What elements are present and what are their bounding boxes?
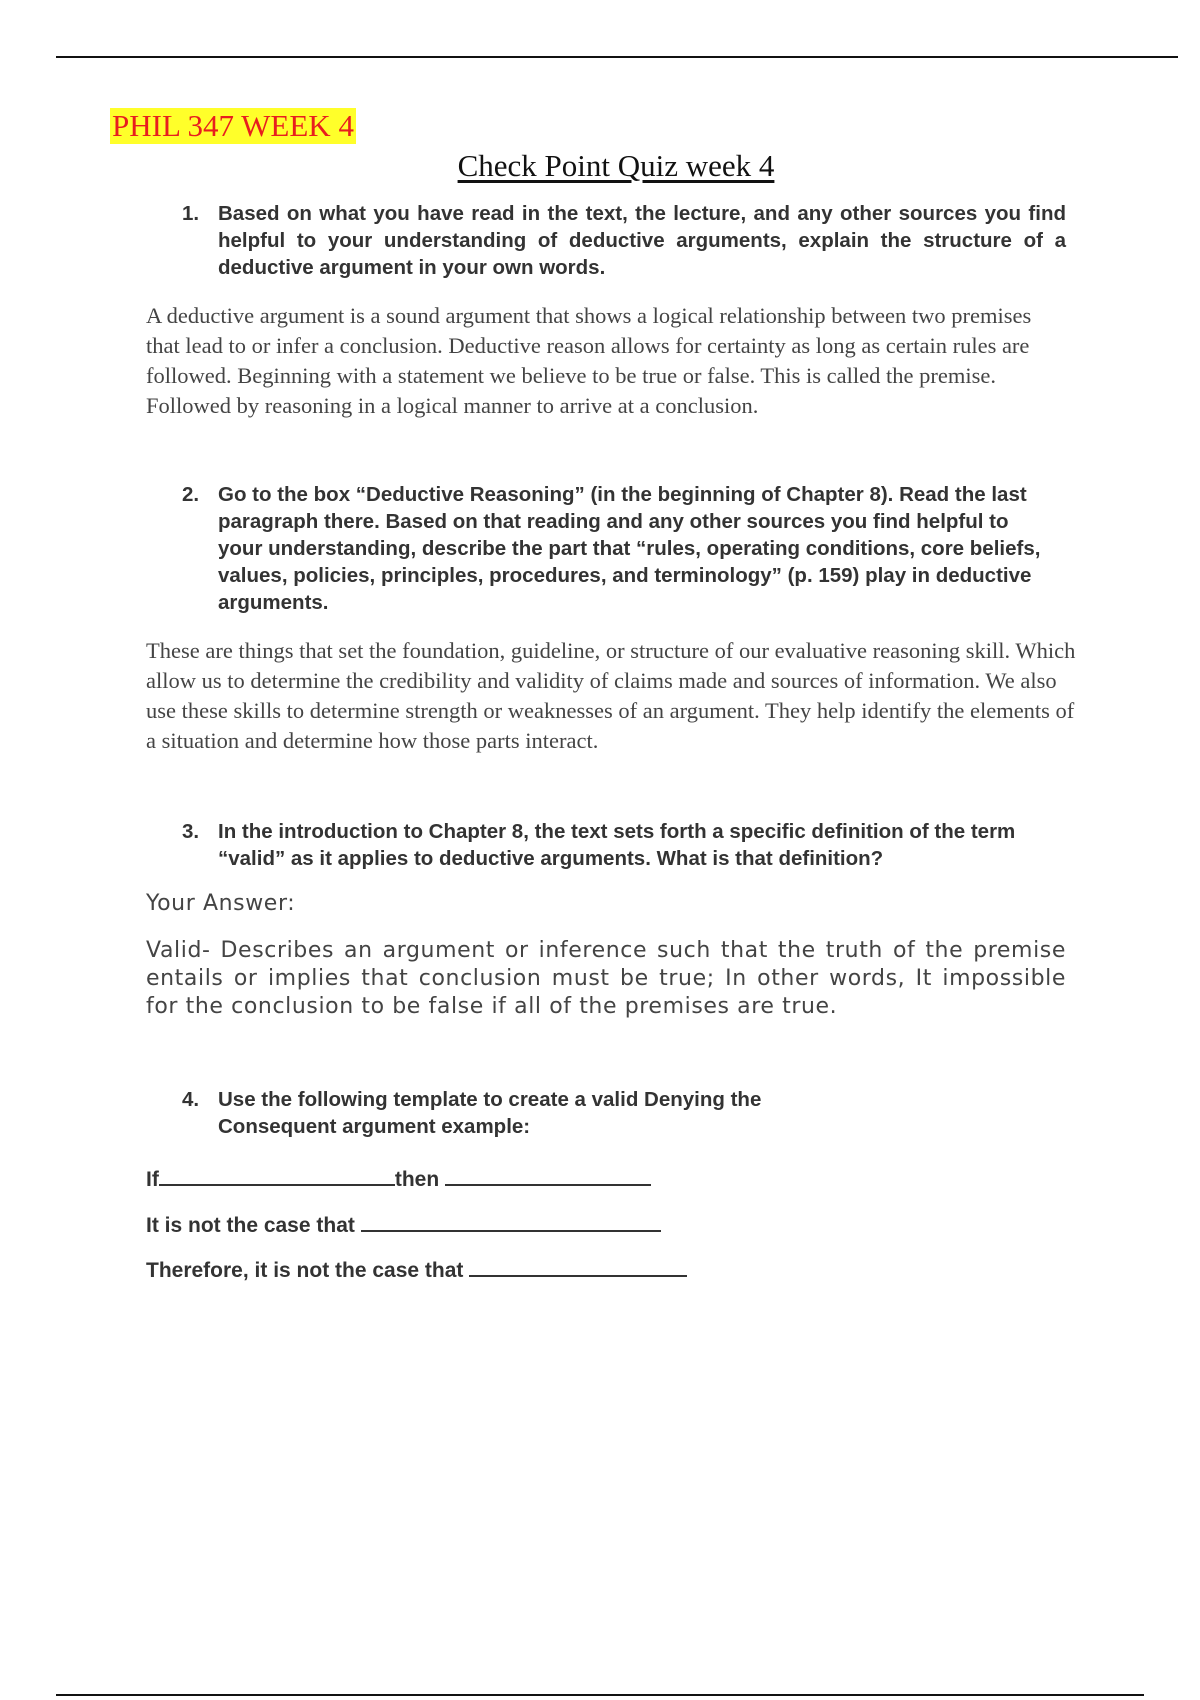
question-text: Based on what you have read in the text, the lecture, and any other sources you find helpful to your understanding of deductive arguments, explain the structure of a deductive argument in your own words. <box>218 202 1066 279</box>
question-1 <box>182 200 1066 281</box>
question-number: 2. <box>182 483 200 506</box>
not-case-label: It is not the case that <box>146 1214 355 1237</box>
question-2 <box>182 481 1066 616</box>
answer-2: These are things that set the foundation, guideline, or structure of our evaluative reasoning skill. Which allow us to determine the credibility and validity of claims made and sources of information. We also use these skills to determine strength or weaknesses of an argument. They help identify the elements of a situation and determine how those parts interact. <box>146 638 1076 753</box>
question-3 <box>182 818 1066 872</box>
bottom-rule <box>56 1694 1144 1696</box>
then-blank[interactable] <box>445 1162 651 1186</box>
template-line-if-then <box>146 1162 651 1193</box>
template-line-therefore <box>146 1253 687 1284</box>
question-text: In the introduction to Chapter 8, the text sets forth a specific definition of the term “valid” as it applies to deductive arguments. What is that definition? <box>218 820 1016 870</box>
not-case-blank[interactable] <box>361 1208 661 1232</box>
template-line-not-case <box>146 1208 661 1239</box>
therefore-blank[interactable] <box>469 1253 687 1277</box>
then-label: then <box>394 1168 440 1191</box>
top-rule <box>56 56 1178 58</box>
question-text: Go to the box “Deductive Reasoning” (in the beginning of Chapter 8). Read the last paragraph there. Based on that reading and any other sources you find helpful to your understanding, describe the part that “rules, operating conditions, core beliefs, values, policies, principles, procedures, and terminology” (p. 159) play in deductive arguments. <box>218 483 1041 614</box>
question-number: 1. <box>182 202 200 225</box>
if-label: If <box>146 1168 159 1191</box>
question-text: Use the following template to create a valid Denying the Consequent argument example: <box>218 1088 762 1138</box>
course-tag: PHIL 347 WEEK 4 <box>112 108 354 143</box>
answer-label: Your Answer: <box>146 891 296 916</box>
if-blank[interactable] <box>159 1162 395 1186</box>
therefore-label: Therefore, it is not the case that <box>146 1259 464 1282</box>
question-number: 4. <box>182 1088 200 1111</box>
question-4 <box>182 1086 882 1140</box>
answer-1: A deductive argument is a sound argument that shows a logical relationship between two premises that lead to or infer a conclusion. Deductive reason allows for certainty as long as certain rules are followed. Beginning with a statement we believe to be true or false. This is called the premise. Followed by reasoning in a logical manner to arrive at a conclusion. <box>146 303 1032 418</box>
question-number: 3. <box>182 820 200 843</box>
answer-3: Valid- Describes an argument or inference such that the truth of the premise entails or implies that conclusion must be true; In other words, It impossible for the conclusion to be false if all of the premises are true. <box>146 938 1066 1019</box>
page-title: Check Point Quiz week 4 <box>457 148 775 183</box>
